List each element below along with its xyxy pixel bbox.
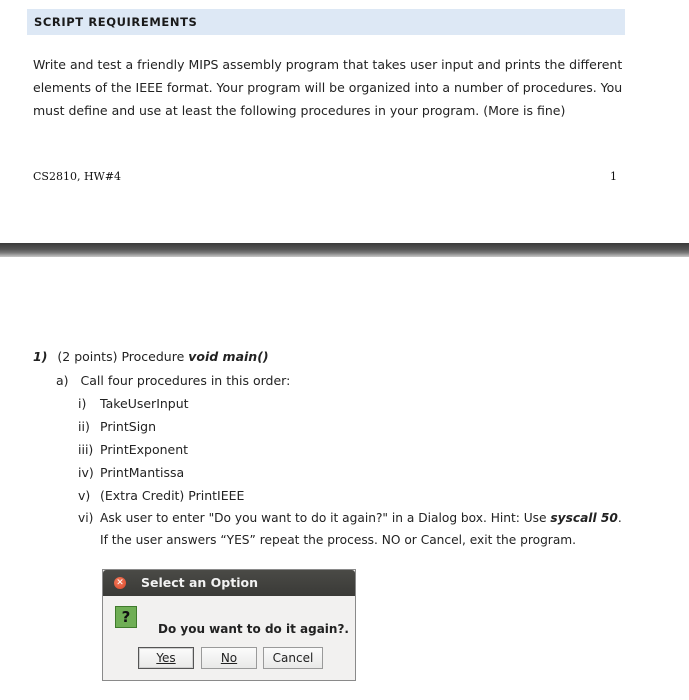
list-item-vi: [78, 511, 622, 525]
item-a: [56, 373, 290, 388]
list-item: [78, 488, 244, 503]
list-item-text: Ask user to enter "Do you want to do it again?" in a Dialog box. Hint: Use: [100, 511, 551, 525]
yes-button-label: Yes: [156, 651, 176, 665]
yes-button[interactable]: [138, 647, 194, 669]
list-item-marker: v): [78, 488, 91, 503]
syscall-name: syscall 50: [550, 511, 618, 525]
dialog-titlebar: [103, 570, 355, 596]
item-1-text: (2 points) Procedure: [57, 349, 189, 364]
intro-paragraph: [33, 53, 623, 122]
dialog-message: Do you want to do it again?.: [158, 622, 349, 636]
list-item-marker: iii): [78, 442, 94, 457]
footer-course: CS2810, HW#4: [33, 170, 122, 183]
footer-page-number: 1: [610, 170, 617, 183]
list-item-text: PrintExponent: [100, 442, 189, 457]
cancel-button-label: Cancel: [272, 651, 314, 665]
list-item-marker: ii): [78, 419, 90, 434]
item-1: [33, 349, 269, 364]
list-item: [78, 442, 188, 457]
list-item-text: PrintMantissa: [100, 465, 185, 480]
item-a-text: Call four procedures in this order:: [80, 373, 291, 388]
list-item: [78, 465, 184, 480]
item-1-proc-name: void main(): [188, 349, 269, 364]
no-button[interactable]: [201, 647, 257, 669]
close-icon[interactable]: ✕: [114, 577, 126, 589]
page-1: [0, 0, 689, 243]
select-option-dialog: [102, 569, 356, 681]
intro-line: must define and use at least the following procedures in your program. (More is fine): [33, 103, 566, 118]
list-item-vi-line2: If the user answers “YES” repeat the process. NO or Cancel, exit the program.: [100, 533, 577, 547]
list-item-marker: i): [78, 396, 87, 411]
list-item-text: TakeUserInput: [100, 396, 189, 411]
item-1-number: 1): [33, 349, 48, 364]
no-button-label: No: [220, 651, 238, 665]
sentence-end: .: [617, 511, 622, 525]
section-header: SCRIPT REQUIREMENTS: [27, 9, 625, 35]
cancel-button[interactable]: [263, 647, 323, 669]
list-item-text: (Extra Credit) PrintIEEE: [100, 488, 245, 503]
intro-line: elements of the IEEE format. Your program will be organized into a number of procedures. You: [33, 80, 623, 95]
list-item-text: PrintSign: [100, 419, 157, 434]
list-item-marker: iv): [78, 465, 94, 480]
list-item-marker: vi): [78, 511, 94, 525]
list-item: [78, 396, 189, 411]
intro-line: Write and test a friendly MIPS assembly program that takes user input and prints the different: [33, 57, 623, 72]
item-a-marker: a): [56, 373, 69, 388]
page-separator: [0, 243, 689, 257]
list-item: [78, 419, 156, 434]
question-icon: ?: [115, 606, 137, 628]
dialog-title: Select an Option: [141, 575, 258, 590]
